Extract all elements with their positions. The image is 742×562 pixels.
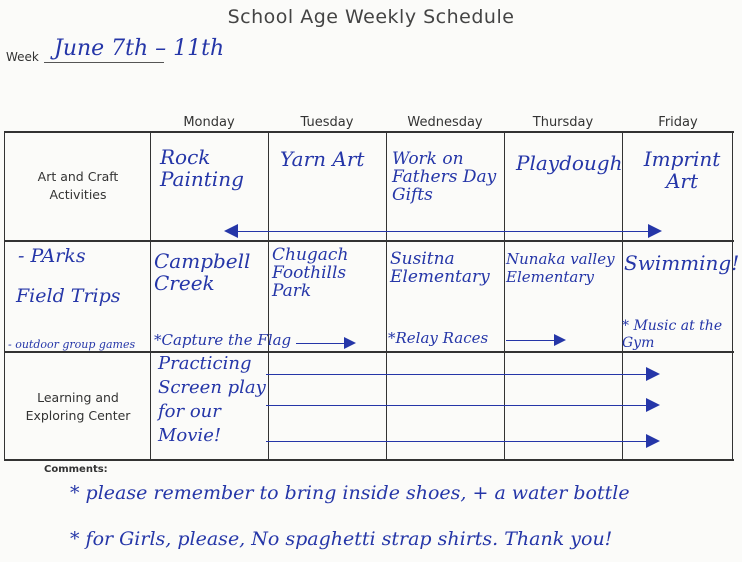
row-label-outdoor-games: - outdoor group games — [8, 338, 136, 351]
cell-tuesday-art: Yarn Art — [280, 147, 365, 171]
arrow-right-head-icon — [648, 224, 662, 238]
game-arrow-line — [506, 340, 556, 341]
week-underline — [44, 62, 164, 63]
cell-thursday-trip: Nunaka valley Elementary — [506, 250, 615, 286]
arrow-left-head-icon — [224, 224, 238, 238]
art-week-arrow-line — [236, 231, 648, 232]
column-divider — [504, 131, 505, 461]
week-value: June 7th – 11th — [54, 36, 225, 61]
comment-line-1: * please remember to bring inside shoes, + a water bottle — [70, 482, 630, 504]
table-border-top — [4, 131, 734, 133]
day-header-friday: Friday — [658, 115, 698, 130]
arrow-head-icon — [554, 334, 566, 346]
page-title: School Age Weekly Schedule — [227, 6, 515, 28]
cell-friday-art: Imprint Art — [643, 147, 721, 193]
cell-wednesday-trip: Susitna Elementary — [390, 249, 490, 287]
column-divider — [622, 131, 623, 461]
comment-line-2: * for Girls, please, No spaghetti strap shirts. Thank you! — [70, 528, 613, 550]
day-header-thursday: Thursday — [532, 115, 594, 130]
day-header-tuesday: Tuesday — [300, 115, 354, 130]
game-arrow-line — [296, 343, 346, 344]
column-divider — [150, 131, 151, 461]
arrow-head-icon — [646, 434, 660, 448]
game-relay-races: *Relay Races — [388, 329, 489, 347]
learning-arrow-line — [266, 441, 648, 442]
row-label-learning-center: Learning and Exploring Center — [25, 390, 131, 423]
table-border-left — [4, 131, 5, 461]
cell-monday-trip: Campbell Creek — [154, 249, 251, 295]
row-label-art-craft: Art and Craft Activities — [37, 169, 119, 202]
learning-arrow-line — [266, 374, 648, 375]
row-label-field-trips: Field Trips — [16, 285, 121, 307]
cell-tuesday-trip: Chugach Foothills Park — [272, 245, 349, 301]
learning-arrow-line — [266, 405, 648, 406]
day-header-wednesday: Wednesday — [407, 115, 483, 130]
row-divider — [4, 240, 734, 242]
game-music-at-gym: * Music at the Gym — [622, 318, 723, 351]
cell-thursday-art: Playdough — [516, 151, 623, 175]
comments-label: Comments: — [44, 464, 108, 475]
cell-monday-art: Rock Painting — [160, 145, 244, 191]
arrow-head-icon — [646, 398, 660, 412]
table-border-bottom — [4, 459, 734, 461]
arrow-head-icon — [344, 337, 356, 349]
column-divider — [386, 131, 387, 461]
week-label: Week — [6, 50, 39, 64]
arrow-head-icon — [646, 367, 660, 381]
table-border-right — [732, 131, 733, 461]
cell-friday-trip: Swimming! — [624, 251, 740, 275]
row-label-parks: - PArks — [18, 245, 86, 267]
cell-monday-learning: Practicing Screen play for our Movie! — [158, 353, 266, 446]
day-header-monday: Monday — [183, 115, 235, 130]
cell-wednesday-art: Work on Fathers Day Gifts — [392, 149, 497, 205]
game-capture-the-flag: *Capture the Flag — [154, 331, 292, 349]
